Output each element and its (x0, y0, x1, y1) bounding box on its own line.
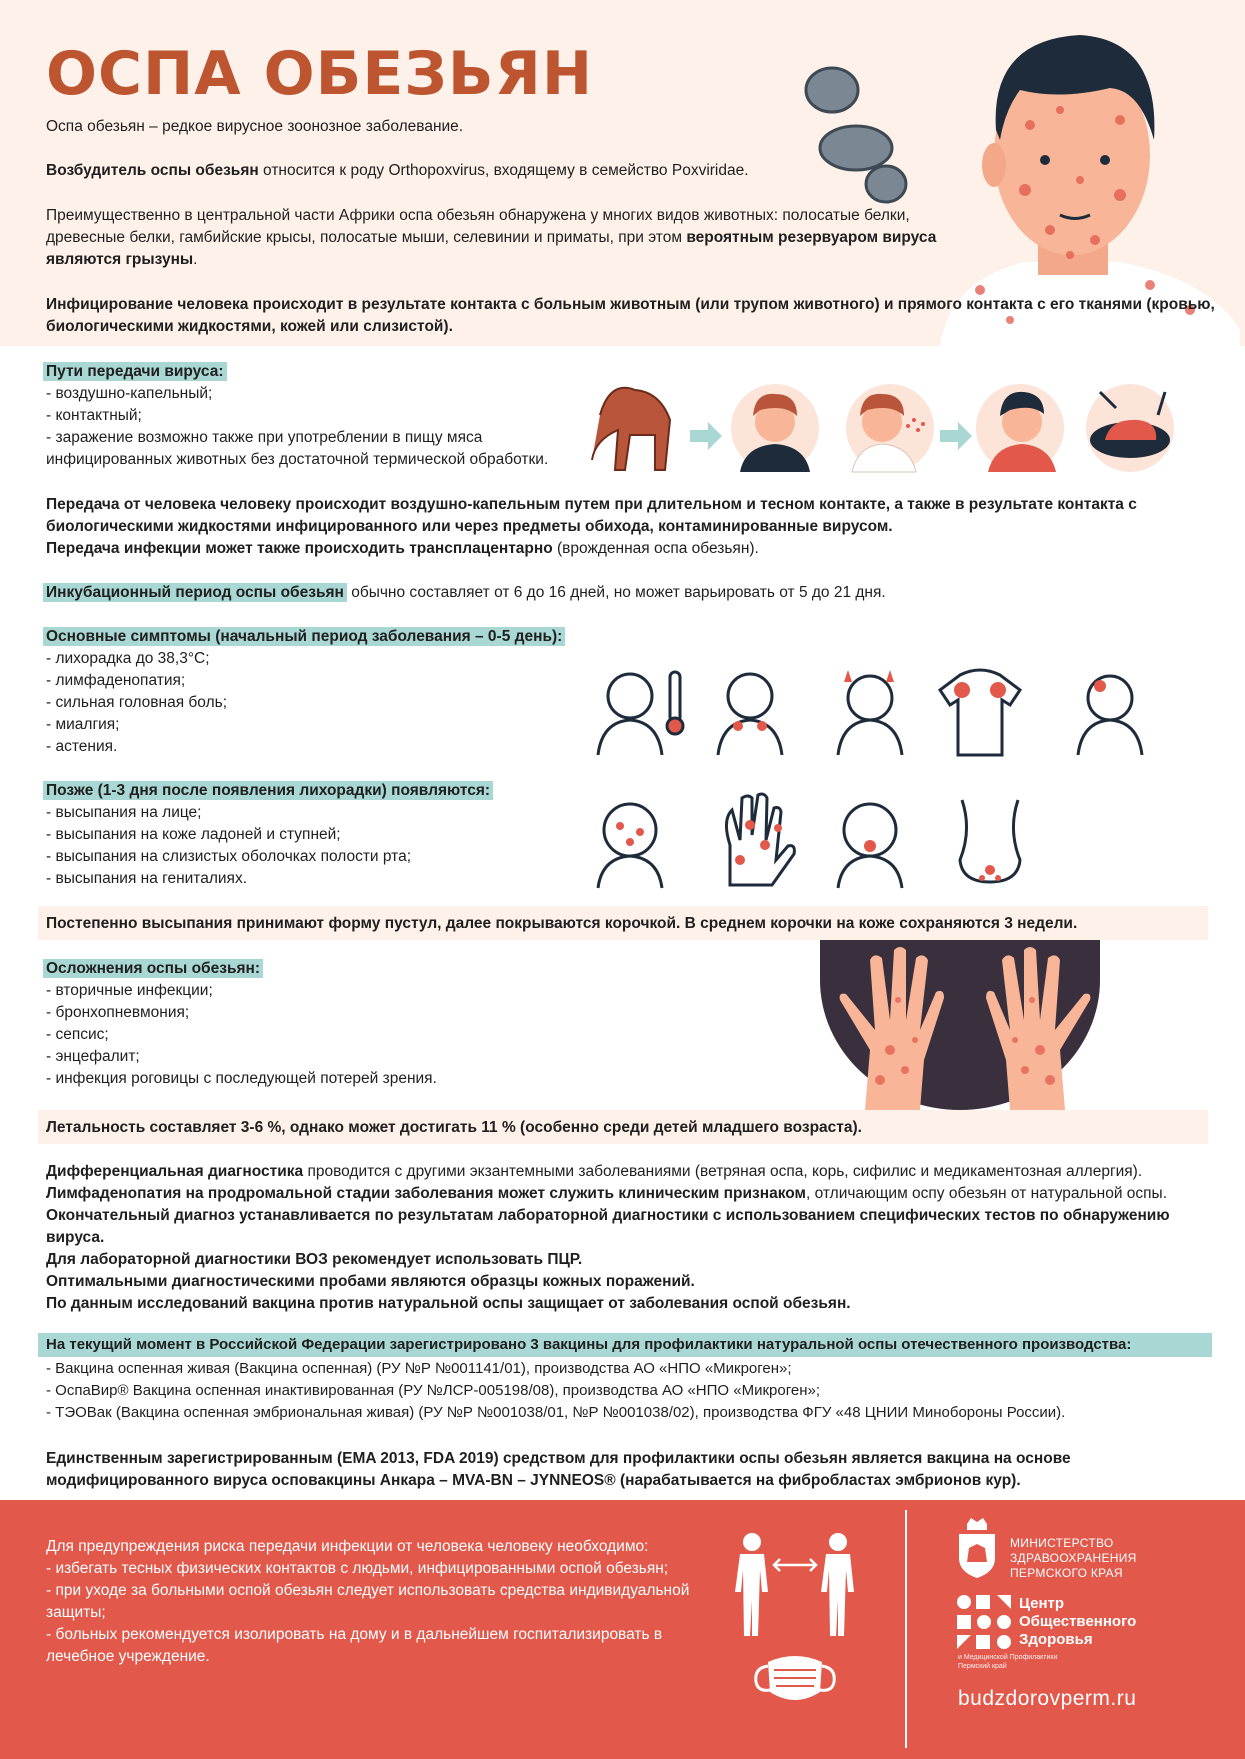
diff-rest: проводится с другими экзантемными заболеваниями (ветряная оспа, корь, сифилис и медикаментозная аллергия). (303, 1163, 1143, 1180)
symptoms-heading (46, 626, 565, 648)
footer (0, 1500, 1245, 1759)
list-item: - сильная головная боль; (46, 694, 228, 711)
agent-text (46, 160, 749, 182)
incubation-rest: обычно составляет от 6 до 16 дней, но может варьировать от 5 до 21 дня. (346, 584, 886, 601)
list-item: - лихорадка до 38,3°С; (46, 650, 210, 667)
list-item: - контактный; (46, 407, 142, 424)
agent-rest: относится к роду Orthopoxvirus, входящему в семейство Poxviridae. (258, 162, 749, 179)
transmission-heading-label: Пути передачи вируса: (43, 362, 227, 381)
diff-diagnostics-text (46, 1161, 1216, 1183)
transmission-heading (46, 361, 227, 383)
symptoms-list (46, 648, 227, 758)
only-registered-text: Единственным зарегистрированным (EMA 2013, FDA 2019) средством для профилактики оспы обезьян является вакцина на основе модифицированного вируса осповакцины Анкара – MVA-BN – JYNNEOS® (нарабатывается на фибробластах эмбрионов кур). (46, 1450, 1071, 1489)
mask-icon (750, 1650, 840, 1710)
lethality-text: Летальность составляет 3-6 %, однако может достигать 11 % (особенно среди детей младшего возраста). (46, 1119, 862, 1136)
perm-coat-of-arms-logo (955, 1518, 999, 1578)
lymph-rest: , отличающим оспу обезьян от натуральной оспы. (806, 1185, 1168, 1202)
list-item: - высыпания на лице; (46, 804, 202, 821)
transplacental-bold: Передача инфекции может также происходить трансплацентарно (46, 540, 553, 557)
list-item: - при уходе за больными оспой обезьян следует использовать средства индивидуальной защиты; (46, 1582, 690, 1621)
public-health-center-logo (956, 1594, 1012, 1650)
ministry-name: МИНИСТЕРСТВО ЗДРАВООХРАНЕНИЯ ПЕРМСКОГО КРАЯ (1010, 1536, 1137, 1580)
list-item: - избегать тесных физических контактов с людьми, инфицированными оспой обезьян; (46, 1560, 669, 1577)
list-item: - ОспаВир® Вакцина оспенная инактивированная (РУ №ЛСР-005198/08), производства АО «НПО «Микроген»; (46, 1382, 821, 1399)
center-subtitle: и Медицинской Профилактики Пермский край (958, 1654, 1058, 1670)
transmission-list (46, 383, 548, 471)
rash-icons (590, 790, 1050, 890)
vaccines-heading: На текущий момент в Российской Федерации зарегистрировано 3 вакцины для профилактики натуральной оспы отечественного производства: (46, 1336, 1132, 1353)
distance-people-icon (730, 1530, 860, 1640)
list-item: - вторичные инфекции; (46, 982, 213, 999)
list-item: - больных рекомендуется изолировать на дому и в дальнейшем госпитализировать в лечебное учреждение. (46, 1626, 663, 1665)
final-diagnosis-text: Окончательный диагноз устанавливается по результатам лабораторной диагностики с использованием специфических тестов по обнаружению вируса. (46, 1207, 1170, 1246)
list-item: - Вакцина оспенная живая (Вакцина оспенная) (РУ №Р №001141/01), производства АО «НПО «Микроген»; (46, 1360, 792, 1377)
transplacental-text (46, 538, 759, 560)
list-item: - заражение возможно также при употреблении в пищу мяса (46, 429, 483, 446)
incubation-highlight: Инкубационный период оспы обезьян (43, 583, 347, 602)
transplacental-rest: (врожденная оспа обезьян). (552, 540, 759, 557)
agent-bold: Возбудитель оспы обезьян (46, 162, 259, 179)
infection-text: Инфицирование человека происходит в результате контакта с больным животным (или трупом животного) и прямого контакта с его тканями (кровью, биологическими жидкостями, кожей или слизистой). (46, 296, 1215, 335)
lymph-text (46, 1183, 1226, 1205)
page-title: ОСПА ОБЕЗЬЯН (46, 39, 594, 109)
intro-text: Оспа обезьян – редкое вирусное зоонозное заболевание. (46, 118, 464, 135)
vaccine-protect-text: По данным исследований вакцина против натуральной оспы защищает от заболевания оспой обезьян. (46, 1295, 851, 1312)
list-item: - астения. (46, 738, 118, 755)
later-heading-label: Позже (1-3 дня после появления лихорадки) появляются: (43, 781, 493, 800)
website-link[interactable]: budzdorovperm.ru (958, 1687, 1137, 1710)
diff-bold: Дифференциальная диагностика (46, 1163, 304, 1180)
hands-rash-illustration (820, 940, 1110, 1110)
list-item: Для предупреждения риска передачи инфекции от человека человеку необходимо: (46, 1538, 649, 1555)
africa-bold: вероятным резервуаром вируса являются грызуны (46, 229, 937, 268)
transmission-illustration (590, 380, 1190, 480)
list-item: - энцефалит; (46, 1048, 140, 1065)
symptoms-heading-label: Основные симптомы (начальный период заболевания – 0-5 день): (43, 627, 565, 646)
complications-heading-label: Осложнения оспы обезьян: (43, 959, 263, 978)
list-item: - сепсис; (46, 1026, 109, 1043)
incubation-text (46, 582, 886, 604)
footer-divider (905, 1510, 907, 1748)
list-item: инфицированных животных без достаточной термической обработки. (46, 451, 549, 468)
africa-end: . (193, 251, 198, 268)
vaccines-list (46, 1358, 1065, 1424)
list-item: - бронхопневмония; (46, 1004, 190, 1021)
list-item: - инфекция роговицы с последующей потерей зрения. (46, 1070, 437, 1087)
africa-text (46, 205, 966, 271)
pustules-text: Постепенно высыпания принимают форму пустул, далее покрываются корочкой. В среднем корочки на коже сохраняются 3 недели. (46, 915, 1078, 932)
human-transmission-text: Передача от человека человеку происходит воздушно-капельным путем при длительном и тесном контакте, а также в результате контакта с биологическими жидкостями инфицированного или через предметы обихода, контаминированные вирусом. (46, 496, 1137, 535)
list-item: - высыпания на гениталиях. (46, 870, 248, 887)
list-item: - ТЭОВак (Вакцина оспенная эмбриональная живая) (РУ №Р №001038/01, №Р №001038/02), производства ФГУ «48 ЦНИИ Минобороны России). (46, 1404, 1066, 1421)
list-item: - воздушно-капельный; (46, 385, 213, 402)
africa-main: Преимущественно в центральной части Африки оспа обезьян обнаружена у многих видов животных: полосатые белки, древесные белки, гамбийские крысы, полосатые мыши, селевинии и приматы, при этом (46, 207, 910, 246)
center-name: Центр Общественного Здоровья (1019, 1595, 1137, 1648)
complications-heading (46, 958, 263, 980)
list-item: - миалгия; (46, 716, 120, 733)
lymph-bold: Лимфаденопатия на продромальной стадии заболевания может служить клиническим признаком (46, 1185, 806, 1202)
symptom-icons (590, 660, 1190, 760)
complications-list (46, 980, 437, 1090)
prevention-list (46, 1536, 706, 1668)
list-item: - лимфаденопатия; (46, 672, 186, 689)
pcr-text: Для лабораторной диагностики ВОЗ рекомендует использовать ПЦР. (46, 1251, 583, 1268)
later-list (46, 802, 411, 890)
samples-text: Оптимальными диагностическими пробами являются образцы кожных поражений. (46, 1273, 695, 1290)
list-item: - высыпания на слизистых оболочках полости рта; (46, 848, 412, 865)
list-item: - высыпания на коже ладоней и ступней; (46, 826, 341, 843)
later-heading (46, 780, 493, 802)
